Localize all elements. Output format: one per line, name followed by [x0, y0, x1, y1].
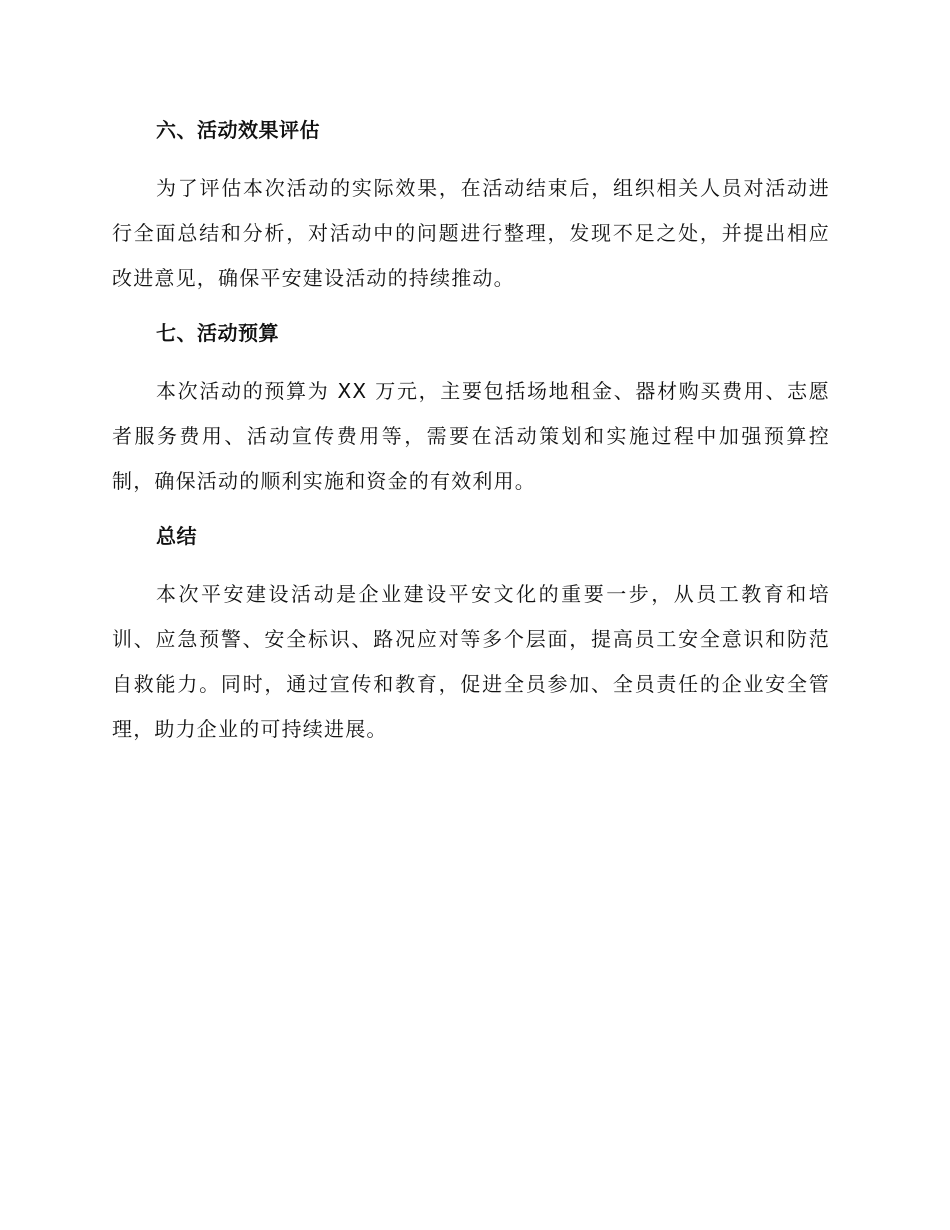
section-heading-evaluation: 六、活动效果评估: [156, 118, 320, 142]
document-body: [112, 112, 830, 752]
section-heading-budget: 七、活动预算: [156, 321, 279, 345]
section-paragraph-budget: 本次活动的预算为 XX 万元，主要包括场地租金、器材购买费用、志愿者服务费用、活动宣传费用等，需要在活动策划和实施过程中加强预算控制，确保活动的顺利实施和资金的有效利用。: [112, 379, 830, 493]
section-paragraph-summary: 本次平安建设活动是企业建设平安文化的重要一步，从员工教育和培训、应急预警、安全标识、路况应对等多个层面，提高员工安全意识和防范自救能力。同时，通过宣传和教育，促进全员参加、全员责任的企业安全管理，助力企业的可持续进展。: [112, 582, 830, 741]
section-heading-summary: 总结: [156, 524, 197, 548]
section-paragraph-evaluation: 为了评估本次活动的实际效果，在活动结束后，组织相关人员对活动进行全面总结和分析，对活动中的问题进行整理，发现不足之处，并提出相应改进意见，确保平安建设活动的持续推动。: [112, 176, 830, 290]
